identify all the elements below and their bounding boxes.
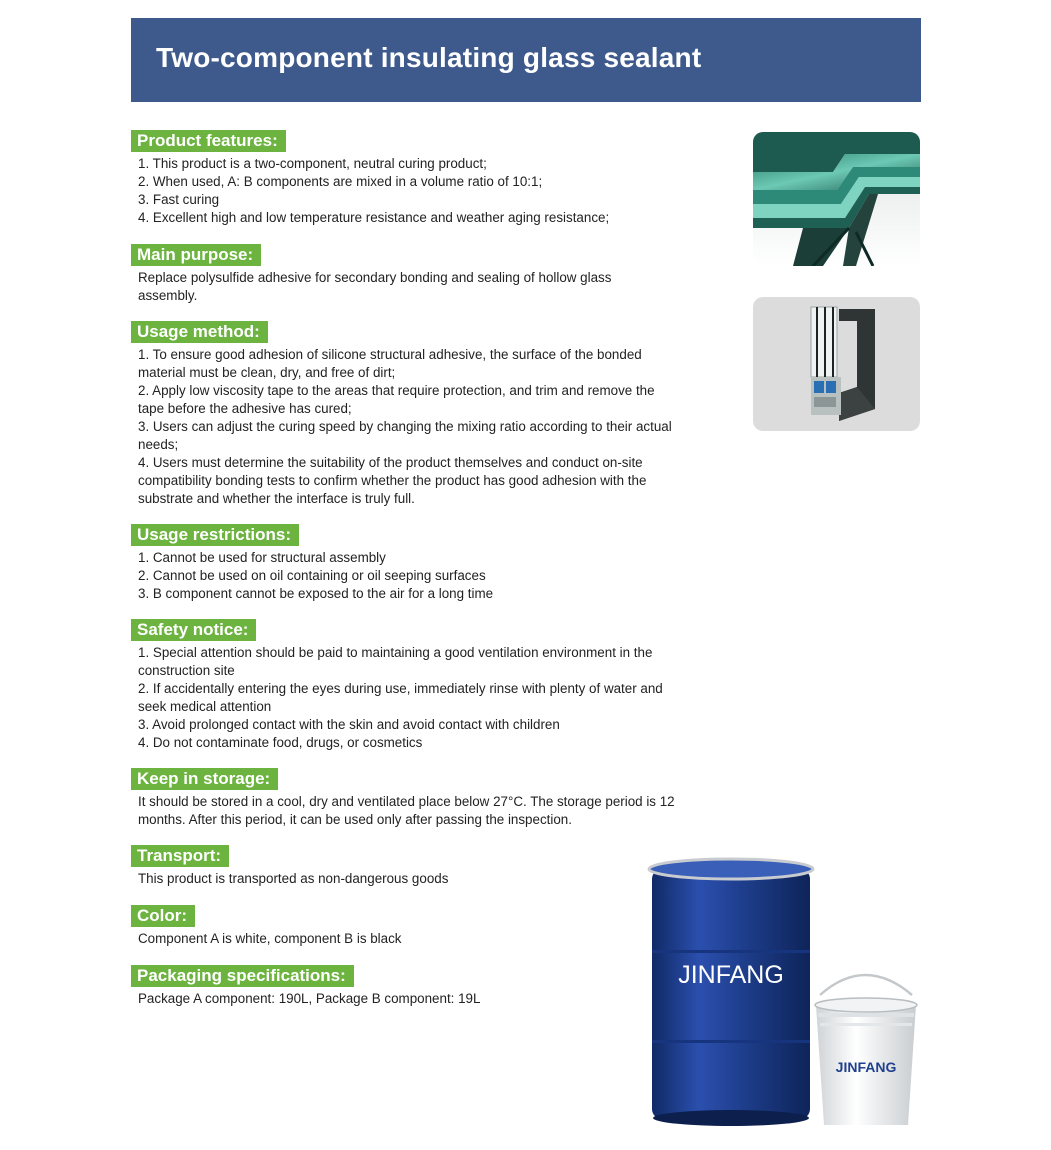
section-body: [131, 549, 691, 603]
section-body: [131, 644, 676, 752]
section-safety-notice: [131, 619, 676, 752]
section-body: [131, 155, 691, 227]
section-body: [131, 870, 611, 888]
section-body: [131, 930, 611, 948]
section-body: [131, 346, 676, 508]
window-profile-photo: [753, 297, 920, 431]
page-title: Two-component insulating glass sealant: [156, 42, 702, 73]
feature-line: 4. Excellent high and low temperature resistance and weather aging resistance;: [138, 210, 610, 225]
section-packaging-specifications: [131, 965, 611, 1008]
safety-line: 4. Do not contaminate food, drugs, or cosmetics: [138, 735, 423, 750]
transport-text: This product is transported as non-dangerous goods: [138, 871, 449, 886]
safety-line: 2. If accidentally entering the eyes during use, immediately rinse with plenty of water and seek medical attention: [138, 681, 663, 714]
feature-line: 2. When used, A: B components are mixed in a volume ratio of 10:1;: [138, 174, 543, 189]
pail-brand-label: JINFANG: [835, 1059, 897, 1075]
purpose-text: Replace polysulfide adhesive for secondary bonding and sealing of hollow glass assembly.: [138, 270, 612, 303]
section-body: [131, 269, 651, 305]
packaging-text: Package A component: 190L, Package B component: 19L: [138, 991, 481, 1006]
section-body: [131, 793, 676, 829]
section-title: Packaging specifications:: [131, 965, 354, 987]
drum-brand-label: JINFANG: [678, 961, 784, 989]
drum-body: [652, 869, 810, 1119]
section-color: [131, 905, 611, 948]
method-line: 4. Users must determine the suitability of the product themselves and conduct on-site compatibility bonding tests to confirm whether the product has good adhesion with the substrate and whether the interface is truly full.: [138, 455, 647, 506]
section-transport: [131, 845, 611, 888]
section-main-purpose: [131, 244, 651, 305]
section-keep-in-storage: [131, 768, 676, 829]
method-line: 3. Users can adjust the curing speed by changing the mixing ratio according to their actual needs;: [138, 419, 672, 452]
section-title: Color:: [131, 905, 195, 927]
storage-text: It should be stored in a cool, dry and ventilated place below 27°C. The storage period is 12 months. After this period, it can be used only after passing the inspection.: [138, 794, 675, 827]
section-title: Main purpose:: [131, 244, 261, 266]
section-title: Transport:: [131, 845, 229, 867]
section-title: Usage restrictions:: [131, 524, 299, 546]
section-product-features: [131, 130, 691, 227]
feature-line: 1. This product is a two-component, neutral curing product;: [138, 156, 487, 171]
restriction-line: 1. Cannot be used for structural assembly: [138, 550, 386, 565]
page-header: [131, 18, 921, 102]
section-usage-method: [131, 321, 676, 508]
restriction-line: 3. B component cannot be exposed to the air for a long time: [138, 586, 494, 601]
section-title: Keep in storage:: [131, 768, 278, 790]
section-title: Usage method:: [131, 321, 268, 343]
section-usage-restrictions: [131, 524, 691, 603]
product-containers: [640, 855, 930, 1135]
glass-layers-photo: [753, 132, 920, 266]
section-title: Safety notice:: [131, 619, 256, 641]
method-line: 1. To ensure good adhesion of silicone structural adhesive, the surface of the bonded material must be clean, dry, and free of dirt;: [138, 347, 642, 380]
safety-line: 1. Special attention should be paid to maintaining a good ventilation environment in the construction site: [138, 645, 653, 678]
restriction-line: 2. Cannot be used on oil containing or oil seeping surfaces: [138, 568, 486, 583]
safety-line: 3. Avoid prolonged contact with the skin and avoid contact with children: [138, 717, 560, 732]
method-line: 2. Apply low viscosity tape to the areas that require protection, and trim and remove the tape before the adhesive has cured;: [138, 383, 655, 416]
section-body: [131, 990, 611, 1008]
section-title: Product features:: [131, 130, 286, 152]
feature-line: 3. Fast curing: [138, 192, 220, 207]
color-text: Component A is white, component B is black: [138, 931, 402, 946]
